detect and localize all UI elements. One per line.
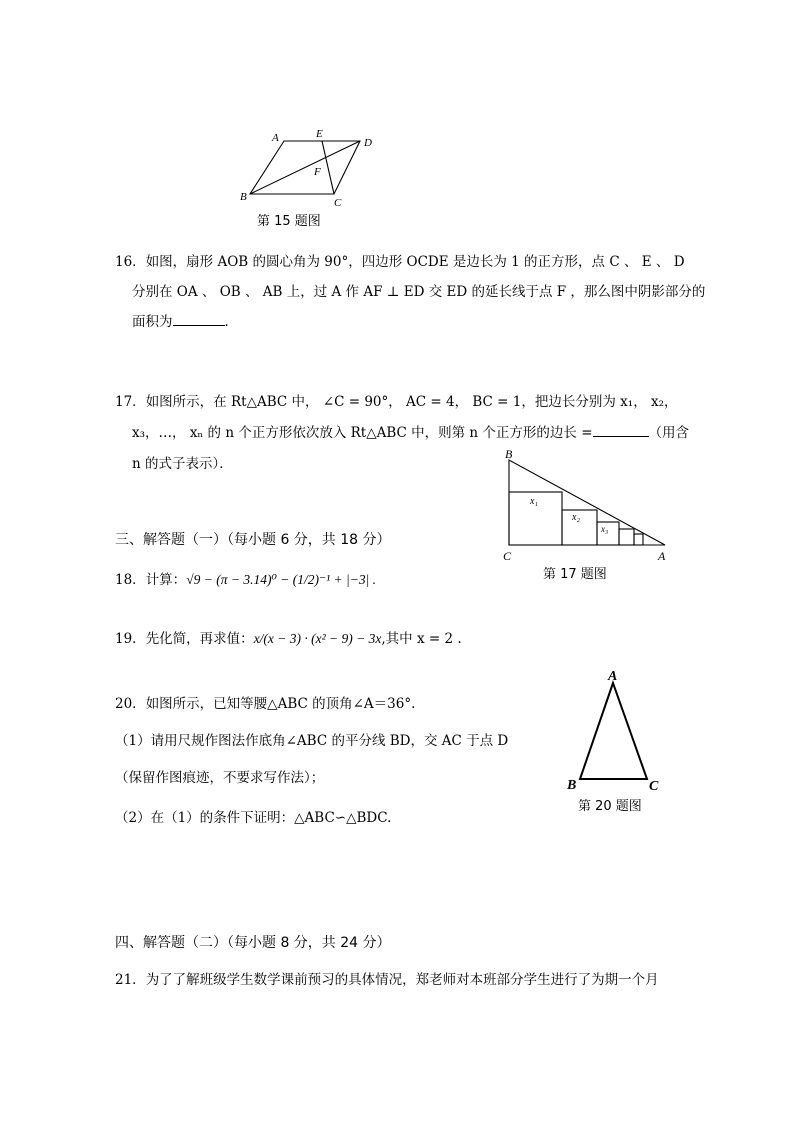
q17-line3: n 的式子表示）． (132, 456, 233, 472)
q19-expression: x/(x − 3) · (x² − 9) − 3x (253, 631, 382, 646)
q20-part1: （1）请用尺规作图法作底角∠ABC 的平分线 BD，交 AC 于点 D (115, 733, 509, 749)
q18-prefix: 计算： (145, 572, 187, 588)
q20-text1: 如图所示，已知等腰△ABC 的顶角∠A＝36°. (145, 696, 416, 712)
q17-text1: 如图所示，在 Rt△ABC 中， ∠C = 90°， AC = 4， BC = 1，把边长分别为 x₁， x₂， (145, 394, 678, 410)
segment-ec (322, 141, 334, 194)
q17-answer-blank (593, 424, 649, 437)
q17-text2: x₃，…， xₙ 的 n 个正方形依次放入 Rt△ABC 中，则第 n 个正方形的边长 = (132, 425, 593, 441)
fig17-label-c: C (503, 549, 512, 563)
fig17-label-x2: x₂ (572, 512, 580, 523)
q16-text3: 面积为 (132, 314, 173, 330)
q17-line1 (115, 390, 678, 410)
fig15-label-f: F (314, 166, 321, 178)
q21-text1: 为了了解班级学生数学课前预习的具体情况，郑老师对本班部分学生进行了为期一个月 (145, 972, 659, 988)
q18-number: 18． (115, 572, 146, 588)
q21-line1 (115, 968, 659, 988)
q20-number: 20． (115, 696, 146, 712)
q16-answer-blank (173, 313, 225, 326)
q20-part2: （2）在（1）的条件下证明：△ABC∽△BDC. (115, 810, 392, 826)
fig15-label-b: B (240, 191, 247, 203)
fig15-label-a: A (272, 132, 279, 144)
q16-line3 (132, 310, 238, 330)
q19-prefix: 先化简，再求值： (145, 631, 254, 647)
fig17-caption: 第 17 题图 (543, 567, 607, 582)
q19-line (115, 627, 462, 647)
q19-suffix: ,其中 x = 2 . (381, 631, 462, 647)
q17-number: 17． (115, 394, 146, 410)
figure-20 (565, 665, 665, 795)
fig20-label-a: A (608, 669, 618, 684)
q16-text1: 如图，扇形 AOB 的圆心角为 90°，四边形 OCDE 是边长为 1 的正方形，点 C 、 E 、 D (145, 254, 685, 270)
q20-line1 (115, 692, 415, 712)
fig15-label-e: E (316, 128, 323, 140)
figure-17 (500, 448, 675, 566)
section4-heading: 四、解答题（二）（每小题 8 分，共 24 分） (115, 935, 391, 951)
section3-heading: 三、解答题（一）（每小题 6 分，共 18 分） (115, 532, 391, 548)
fig15-label-d: D (364, 137, 372, 149)
fig20-caption: 第 20 题图 (578, 799, 642, 814)
q16-line2: 分别在 OA 、 OB 、 AB 上，过 A 作 AF ⊥ ED 交 ED 的延长线于点 F ，那么图中阴影部分的 (132, 284, 706, 300)
fig15-label-c: C (334, 197, 342, 208)
q17-line2 (132, 421, 689, 441)
q20-part1-note: （保留作图痕迹，不要求写作法）； (115, 770, 325, 786)
fig17-label-b: B (505, 448, 513, 461)
q17-text2-end: （用含 (648, 425, 690, 441)
q16-number: 16． (115, 254, 146, 270)
fig15-caption: 第 15 题图 (257, 214, 321, 229)
triangle-abc-isosceles (580, 683, 647, 779)
q19-number: 19． (115, 631, 146, 647)
q16-text3-end: ． (224, 314, 238, 330)
fig20-label-c: C (649, 779, 659, 794)
fig17-label-x1: x₁ (530, 496, 538, 507)
fig17-label-x3: x₃ (601, 524, 609, 534)
figure-15 (232, 128, 392, 208)
q18-expression: √9 − (π − 3.14)⁰ − (1/2)⁻¹ + |−3| . (186, 572, 377, 587)
square-5 (634, 534, 643, 545)
q16-line1 (115, 250, 685, 270)
fig17-label-a: A (658, 549, 666, 563)
q18-line (115, 568, 376, 588)
q21-number: 21． (115, 972, 146, 988)
fig20-label-b: B (567, 778, 577, 793)
square-4 (619, 529, 634, 545)
